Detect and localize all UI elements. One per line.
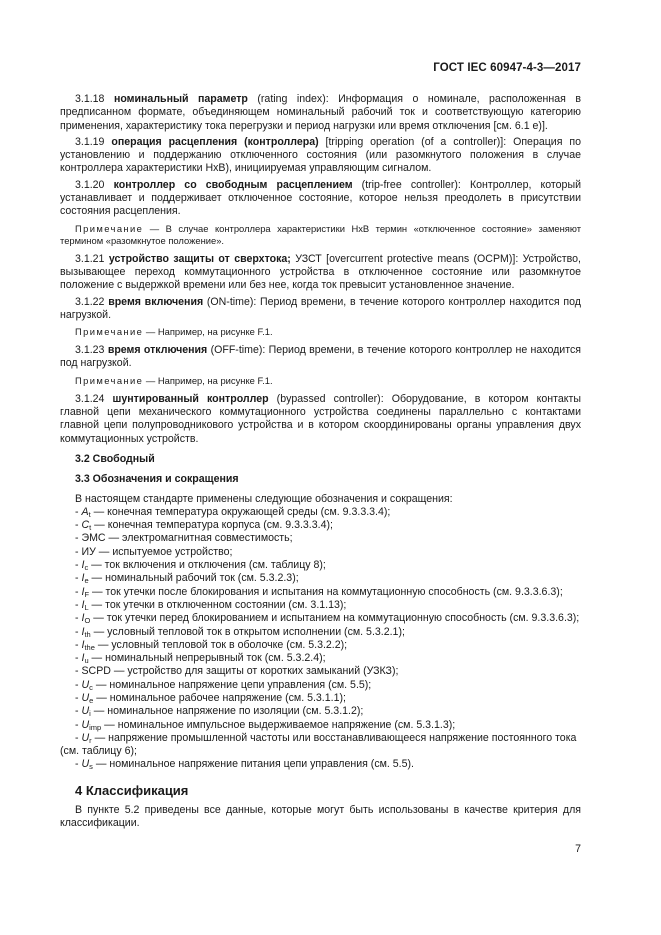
symbol: U — [81, 758, 90, 771]
symbol-description: — испытуемое устройство; — [95, 545, 233, 558]
symbol-item: - SCPD — устройство для защиты от коротких замыканий (УЗКЗ); — [75, 665, 399, 678]
symbol: A — [81, 505, 89, 518]
note-text: Например, на рисунке F.1. — [157, 326, 273, 338]
symbols-intro: В настоящем стандарте применены следующие обозначения и сокращения: — [75, 492, 453, 505]
symbol: U — [81, 678, 90, 691]
symbol-description: — напряжение промышленной частоты или восстанавливающееся напряжение постоянного тока (см. таблицу 6); — [60, 731, 577, 758]
note-dash: — — [143, 222, 166, 234]
term-definition: УЗСТ [overcurrent protective means (OCPM)]: Устройство, вызывающее переход коммутационного устройства в отключенное состояние или разомкнутое положение с выдержкой времени или без нее, когда ток превысит установленное значение. — [60, 252, 582, 292]
term-definition: [tripping operation (of a controller)]: Операция по установлению и поддержанию отключенного состояния (или разомкнутого положения в случае контроллера характеристики НхВ), инициируемая управляющим сигналом. — [60, 135, 581, 175]
symbol: C — [81, 519, 90, 532]
symbol-item: - $I_{the}$ — условный тепловой ток в оболочке (см. 5.3.2.2); — [75, 638, 348, 652]
symbol-item: - ЭМС — электромагнитная совместимость; — [75, 532, 293, 545]
document-id-header: ГОСТ IEC 60947-4-3—2017 — [433, 62, 581, 74]
note-1 — [60, 223, 581, 247]
term-number: 3.1.19 — [75, 135, 105, 148]
term-definition: (OFF-time): Период времени, в течение которого контроллер не находится под нагрузкой. — [60, 344, 581, 370]
symbol-description: — конечная температура окружающей среды (см. 9.3.3.3.4); — [90, 505, 391, 518]
note-dash: — — [143, 374, 158, 386]
symbol-description: — ток включения и отключения (см. таблицу 8); — [88, 559, 326, 572]
note-text: Например, на рисунке F.1. — [157, 374, 273, 386]
symbol-item: - $U_i$ — номинальное напряжение по изоляции (см. 5.3.1.2); — [75, 705, 364, 719]
term-3-1-23 — [60, 344, 581, 371]
symbol-description: — номинальный непрерывный ток (см. 5.3.2.4); — [88, 652, 326, 665]
symbol-item: - $I_u$ — номинальный непрерывный ток (см. 5.3.2.4); — [75, 652, 326, 666]
term-number: 3.1.20 — [75, 178, 105, 191]
symbol-description: — конечная температура корпуса (см. 9.3.3.3.4); — [91, 519, 333, 532]
symbol-item: - $U_r$ — напряжение промышленной частоты или восстанавливающееся напряжение постоянного тока (см. таблицу 6); — [60, 731, 577, 758]
symbol-item: - $I_F$ — ток утечки после блокирования и испытания на коммутационную способность (см. 9.3.3.6.3); — [75, 585, 563, 599]
symbol: I — [81, 585, 85, 598]
term-3-1-20 — [60, 179, 581, 219]
symbol-description: — номинальное напряжение по изоляции (см. 5.3.1.2); — [90, 705, 364, 718]
symbol: U — [81, 731, 90, 744]
symbol-description: — ток утечки перед блокированием и испытанием на коммутационную способность (см. 9.3.3.6.3); — [90, 612, 580, 625]
symbol-subscript: the — [84, 642, 95, 652]
symbol-description: — условный тепловой ток в оболочке (см. 5.3.2.2); — [94, 638, 348, 651]
section-4-text: В пункте 5.2 приведены все данные, которые могут быть использованы в качестве критерия для классификации. — [60, 804, 581, 830]
symbol-subscript: c — [84, 563, 89, 573]
term-name: время отключения — [107, 344, 208, 357]
page-content — [60, 93, 581, 834]
note-text: В случае контроллера характеристики НхВ термин «отключенное состояние» заменяют термином «разомкнутое положение». — [60, 222, 581, 246]
symbol-subscript: c — [89, 682, 93, 692]
term-name: номинальный параметр — [113, 93, 248, 105]
term-name: операция расцепления (контроллера) — [111, 135, 319, 148]
symbol-item: - ИУ — испытуемое устройство; — [75, 545, 233, 558]
symbol-item: - $U_e$ — номинальное рабочее напряжение (см. 5.3.1.1); — [75, 691, 346, 705]
symbol-description: — номинальное напряжение цепи управления (см. 5.5); — [92, 678, 372, 691]
section-4-heading: 4 Классификация — [75, 782, 189, 798]
symbol-item: - $U_s$ — номинальное напряжение питания цепи управления (см. 5.5). — [75, 758, 414, 772]
symbol-item: - $I_L$ — ток утечки в отключенном состоянии (см. 3.1.13); — [75, 598, 347, 612]
symbol-description: — номинальное напряжение питания цепи управления (см. 5.5). — [92, 758, 414, 771]
symbol-item: - $U_c$ — номинальное напряжение цепи управления (см. 5.5); — [75, 678, 372, 692]
symbol-subscript: e — [84, 576, 89, 586]
term-number: 3.1.22 — [75, 295, 105, 308]
term-name: устройство защиты от сверхтока; — [108, 252, 291, 265]
symbol-description: — номинальное импульсное выдерживаемое напряжение (см. 5.3.1.3); — [101, 718, 456, 731]
symbol: I — [81, 598, 85, 611]
symbol-description: — номинальное рабочее напряжение (см. 5.3.1.1); — [93, 691, 346, 704]
symbol: I — [81, 638, 85, 651]
symbol-subscript: O — [84, 616, 91, 626]
note-3 — [60, 375, 581, 387]
symbol-subscript: s — [89, 762, 93, 772]
symbol-description: — устройство для защиты от коротких замыканий (УЗКЗ); — [110, 665, 399, 678]
symbol-subscript: t — [89, 523, 92, 533]
symbol-subscript: i — [89, 709, 91, 719]
symbol-item: - $U_{imp}$ — номинальное импульсное выдерживаемое напряжение (см. 5.3.1.3); — [75, 718, 456, 732]
term-number: 3.1.21 — [75, 252, 105, 265]
term-number: 3.1.24 — [75, 392, 105, 405]
term-number: 3.1.23 — [75, 344, 105, 357]
term-3-1-19 — [60, 136, 581, 176]
page-number: 7 — [575, 843, 581, 855]
symbol-description: — электромагнитная совместимость; — [105, 532, 293, 545]
symbol-item: - $I_e$ — номинальный рабочий ток (см. 5.3.2.3); — [75, 572, 299, 586]
symbol-subscript: F — [84, 589, 90, 599]
term-3-1-24 — [60, 393, 581, 446]
symbol: ИУ — [81, 545, 96, 558]
symbol-item: - $I_{th}$ — условный тепловой ток в открытом исполнении (см. 5.3.2.1); — [75, 625, 405, 639]
symbol-subscript: u — [84, 656, 89, 666]
symbol-item: - $A_t$ — конечная температура окружающей среды (см. 9.3.3.3.4); — [75, 505, 391, 519]
term-3-1-22 — [60, 296, 581, 323]
symbol-subscript: r — [89, 735, 92, 745]
section-3-3-heading: 3.3 Обозначения и сокращения — [75, 473, 239, 486]
symbol-item: - $I_c$ — ток включения и отключения (см. таблицу 8); — [75, 559, 326, 573]
symbol: I — [81, 559, 85, 572]
term-name: контроллер со свободным расцеплением — [113, 178, 353, 191]
symbol: U — [81, 691, 90, 704]
section-3-2-heading: 3.2 Свободный — [75, 452, 155, 465]
note-dash: — — [143, 326, 158, 338]
symbol: U — [81, 718, 90, 731]
note-2 — [60, 326, 581, 338]
symbol-subscript: th — [84, 629, 91, 639]
note-label: Примечание — [75, 222, 144, 234]
symbol-item: - $I_O$ — ток утечки перед блокированием и испытанием на коммутационную способность (см. 9.3.3.6.3); — [75, 612, 580, 626]
symbol-description: — ток утечки после блокирования и испытания на коммутационную способность (см. 9.3.3.6.3); — [89, 585, 563, 598]
note-label: Примечание — [75, 326, 144, 338]
symbol-description: — условный тепловой ток в открытом исполнении (см. 5.3.2.1); — [90, 625, 405, 638]
symbol: U — [81, 705, 90, 718]
symbol-subscript: imp — [89, 722, 102, 732]
symbols-list — [60, 506, 581, 772]
symbol: I — [81, 652, 85, 665]
symbol: I — [81, 572, 85, 585]
symbol: I — [81, 612, 85, 625]
symbol: SCPD — [81, 665, 111, 678]
symbol: ЭМС — [81, 532, 106, 545]
term-name: время включения — [108, 295, 204, 308]
term-name: шунтированный контроллер — [112, 392, 269, 405]
symbol-item: - $C_t$ — конечная температура корпуса (см. 9.3.3.3.4); — [75, 519, 333, 533]
term-definition: (rating index): Информация о номинале, расположенная в предписанном формате, объединяющем номинальный рабочий ток и соответствующую категорию применения, характеристику тока перегрузки и период нагрузки или время отключения [см. 6.1 e)]. — [60, 93, 581, 132]
term-3-1-18 — [60, 93, 581, 133]
note-label: Примечание — [75, 374, 144, 386]
symbol-subscript: L — [84, 602, 89, 612]
term-number: 3.1.18 — [75, 93, 105, 105]
symbol: I — [81, 625, 85, 638]
term-3-1-21 — [60, 253, 581, 293]
symbol-description: — ток утечки в отключенном состоянии (см. 3.1.13); — [88, 598, 347, 611]
symbol-subscript: e — [89, 695, 94, 705]
symbol-subscript: t — [88, 509, 91, 519]
term-definition: (bypassed controller): Оборудование, в котором контакты главной цепи механического коммутационного устройства соединены параллельно с контактами главной цепи полупроводникового устройства и в котором скоординированы органы управления двух коммутационных устройств. — [60, 392, 581, 445]
term-definition: (trip-free controller): Контроллер, который устанавливает и поддерживает отключенное состояние, которое нельзя преодолеть в присутствии состояния расцепления. — [60, 178, 581, 218]
term-definition: (ON-time): Период времени, в течение которого контроллер находится под нагрузкой. — [60, 295, 581, 321]
symbol-description: — номинальный рабочий ток (см. 5.3.2.3); — [88, 572, 299, 585]
